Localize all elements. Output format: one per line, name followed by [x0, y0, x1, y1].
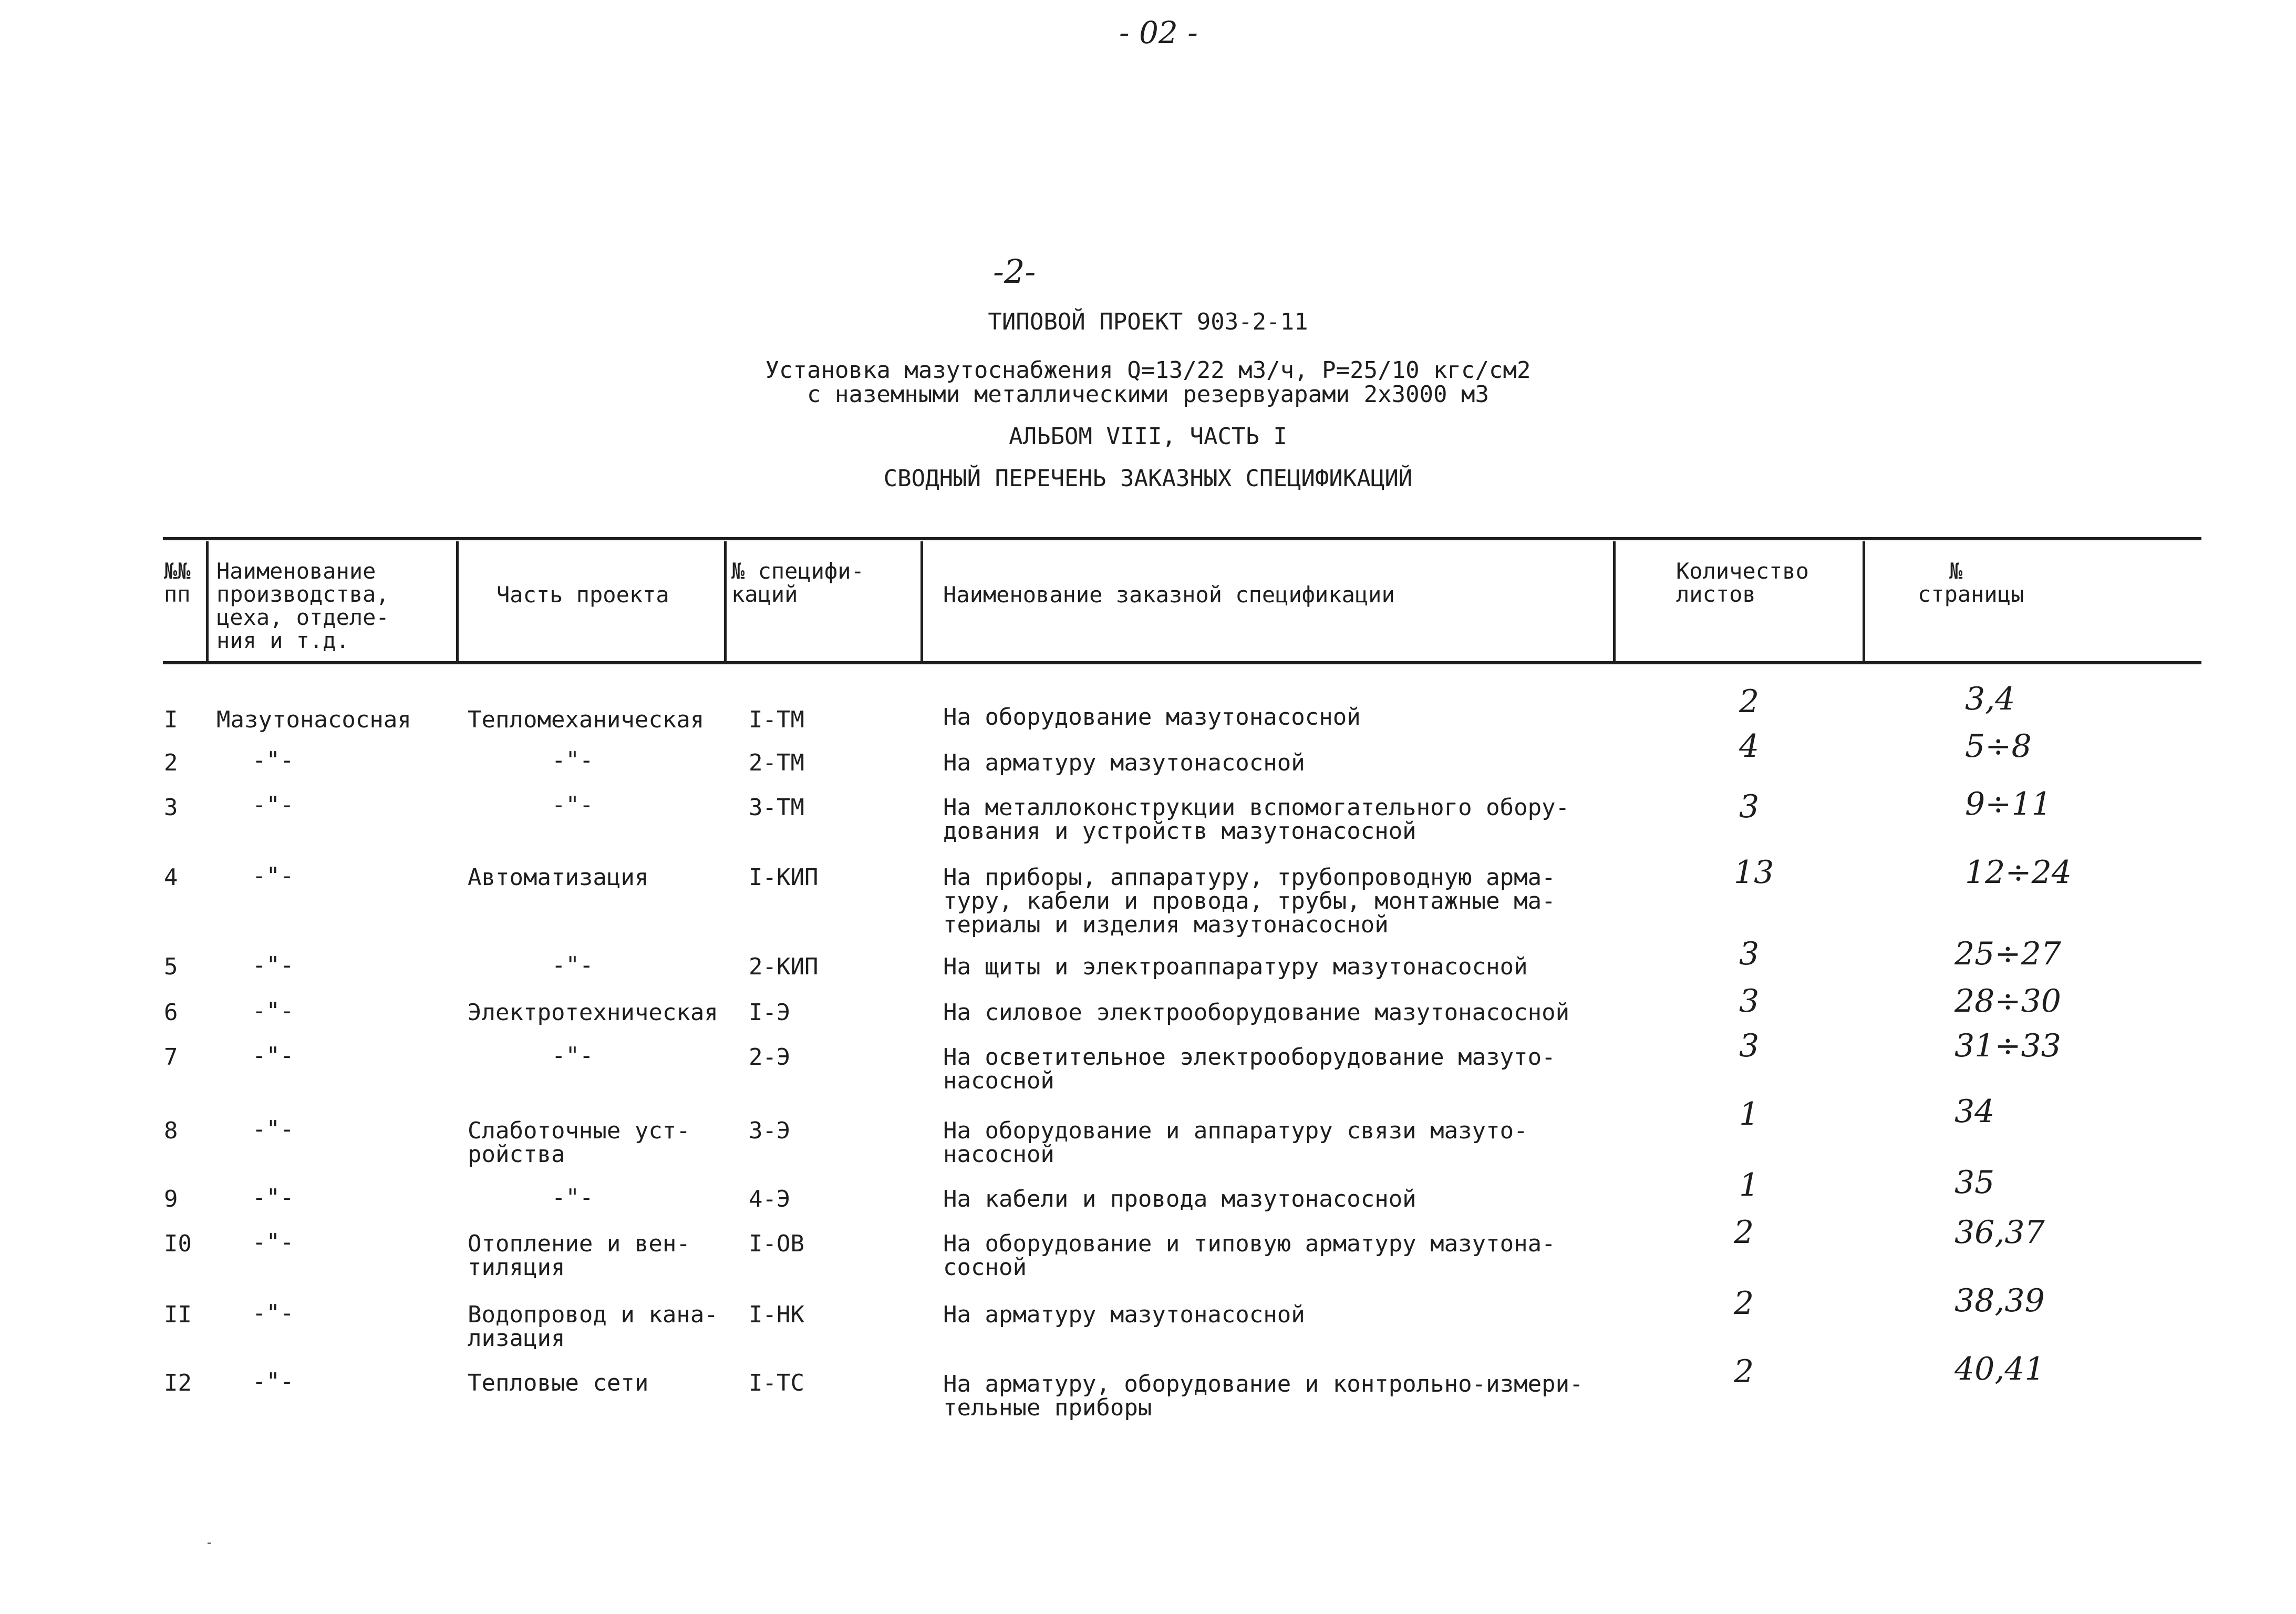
column-divider [1863, 541, 1865, 661]
production-cell: -"- [252, 862, 294, 889]
table-top-rule [163, 537, 2201, 540]
spec-number-cell: I-Э [749, 999, 791, 1026]
column-divider [456, 541, 459, 661]
sheets-cell: 2 [1734, 1285, 1754, 1322]
column-divider [921, 541, 923, 661]
production-cell: -"- [252, 747, 294, 774]
header-production: Наименование производства, цеха, отделе- ния и т.д. [216, 558, 389, 654]
project-title: ТИПОВОЙ ПРОЕКТ 903-2-11 [988, 309, 1308, 335]
part-cell: -"- [552, 791, 594, 818]
sheets-cell: 3 [1739, 983, 1760, 1020]
spec-number-cell: 2-КИП [749, 953, 819, 980]
production-cell: -"- [252, 1368, 294, 1395]
spec-number-cell: 3-ТМ [749, 794, 804, 821]
part-cell: -"- [552, 1042, 594, 1069]
spec-name-cell: На оборудование и типовую арматуру мазутона- сосной [943, 1230, 1556, 1281]
row-number: 7 [164, 1044, 178, 1071]
production-cell: -"- [252, 1116, 294, 1143]
column-divider [724, 541, 727, 661]
album-label: АЛЬБОМ VIII, ЧАСТЬ I [1009, 423, 1287, 450]
spec-number-cell: I-ОВ [749, 1230, 804, 1257]
row-number: 9 [164, 1186, 178, 1212]
header-sheets: Количество листов [1676, 558, 1809, 608]
pages-cell: 38,39 [1954, 1282, 2045, 1319]
spec-name-cell: На арматуру мазутонасосной [943, 1301, 1305, 1328]
part-cell: Отопление и вен- тиляция [468, 1230, 690, 1281]
production-cell: -"- [252, 1184, 294, 1211]
pages-cell: 40,41 [1954, 1351, 2045, 1387]
pages-cell: 25÷27 [1954, 935, 2061, 972]
production-cell: -"- [252, 1229, 294, 1256]
part-cell: -"- [552, 747, 594, 774]
sheets-cell: 2 [1734, 1214, 1754, 1251]
production-cell: -"- [252, 1300, 294, 1327]
sheets-cell: 3 [1739, 788, 1760, 825]
production-cell: -"- [252, 791, 294, 818]
pages-cell: 9÷11 [1965, 786, 2052, 823]
spec-number-cell: 2-ТМ [749, 749, 804, 776]
header-num: №№ пп [164, 558, 191, 608]
spec-name-cell: На щиты и электроаппаратуру мазутонасосной [943, 953, 1528, 980]
sheets-cell: 2 [1739, 683, 1760, 720]
spec-number-cell: 2-Э [749, 1044, 791, 1071]
row-number: I2 [164, 1370, 192, 1396]
part-cell: Автоматизация [468, 864, 649, 891]
part-cell: Тепломеханическая [468, 706, 705, 733]
page-mark: - 02 - [1119, 15, 1198, 50]
row-number: 4 [164, 864, 178, 891]
spec-number-cell: I-ТМ [749, 706, 804, 733]
row-number: I0 [164, 1230, 192, 1257]
sheets-cell: 1 [1739, 1096, 1760, 1133]
sheets-cell: 13 [1734, 854, 1774, 891]
sheets-cell: 2 [1734, 1353, 1754, 1390]
row-number: 6 [164, 999, 178, 1026]
pages-cell: 28÷30 [1954, 983, 2061, 1020]
scan-speck [208, 1543, 211, 1544]
row-number: 5 [164, 953, 178, 980]
spec-name-cell: На арматуру мазутонасосной [943, 749, 1305, 776]
sheets-cell: 3 [1739, 935, 1760, 972]
row-number: 8 [164, 1117, 178, 1144]
pages-cell: 12÷24 [1965, 854, 2072, 891]
pages-cell: 5÷8 [1965, 728, 2032, 765]
part-cell: -"- [552, 1184, 594, 1211]
spec-name-cell: На арматуру, оборудование и контрольно-измери- тельные приборы [943, 1371, 1584, 1421]
header-pages: № страницы [1918, 558, 2024, 608]
spec-number-cell: I-НК [749, 1301, 804, 1328]
header-part: Часть проекта [497, 582, 669, 608]
part-cell: Слаботочные уст- ройства [468, 1117, 690, 1168]
spec-number-cell: 4-Э [749, 1186, 791, 1212]
spec-name-cell: На оборудование и аппаратуру связи мазуто- насосной [943, 1117, 1528, 1168]
spec-name-cell: На силовое электрооборудование мазутонасосной [943, 999, 1570, 1026]
spec-name-cell: На приборы, аппаратуру, трубопроводную арма- туру, кабели и провода, трубы, монтажные ма- териалы и изделия мазутонасосной [943, 864, 1556, 938]
spec-number-cell: I-КИП [749, 864, 819, 891]
pages-cell: 31÷33 [1954, 1027, 2061, 1064]
spec-name-cell: На металлоконструкции вспомогательного обору- дования и устройств мазутонасосной [943, 794, 1570, 845]
page-number: -2- [993, 252, 1036, 291]
spec-name-cell: На кабели и провода мазутонасосной [943, 1186, 1416, 1212]
part-cell: Тепловые сети [468, 1370, 649, 1396]
header-spec-no: № специфи- каций [731, 558, 864, 608]
title-line-1: Установка мазутоснабжения Q=13/22 м3/ч, P=25/10 кгс/см2 [765, 357, 1531, 384]
sheets-cell: 3 [1739, 1027, 1760, 1064]
production-cell: Мазутонасосная [216, 706, 411, 733]
part-cell: Электротехническая [468, 999, 718, 1026]
sheets-cell: 1 [1739, 1167, 1760, 1204]
production-cell: -"- [252, 1042, 294, 1069]
part-cell: -"- [552, 952, 594, 979]
pages-cell: 36,37 [1954, 1214, 2045, 1251]
spec-name-cell: На оборудование мазутонасосной [943, 704, 1361, 731]
spec-number-cell: 3-Э [749, 1117, 791, 1144]
row-number: 3 [164, 794, 178, 821]
column-divider [206, 541, 209, 661]
pages-cell: 35 [1954, 1164, 1995, 1201]
production-cell: -"- [252, 998, 294, 1024]
header-spec-name: Наименование заказной спецификации [943, 582, 1395, 608]
title-line-2: с наземными металлическими резервуарами 2х3000 м3 [806, 381, 1490, 408]
pages-cell: 34 [1954, 1093, 1995, 1130]
spec-name-cell: На осветительное электрооборудование мазуто- насосной [943, 1044, 1556, 1094]
row-number: 2 [164, 749, 178, 776]
row-number: I [164, 706, 178, 733]
production-cell: -"- [252, 952, 294, 979]
column-divider [1613, 541, 1616, 661]
pages-cell: 3,4 [1965, 681, 2015, 717]
table-header-rule [163, 661, 2201, 664]
spec-number-cell: I-ТС [749, 1370, 804, 1396]
row-number: II [164, 1301, 192, 1328]
sheets-cell: 4 [1739, 728, 1760, 765]
part-cell: Водопровод и кана- лизация [468, 1301, 718, 1352]
list-title: СВОДНЫЙ ПЕРЕЧЕНЬ ЗАКАЗНЫХ СПЕЦИФИКАЦИЙ [883, 465, 1413, 492]
